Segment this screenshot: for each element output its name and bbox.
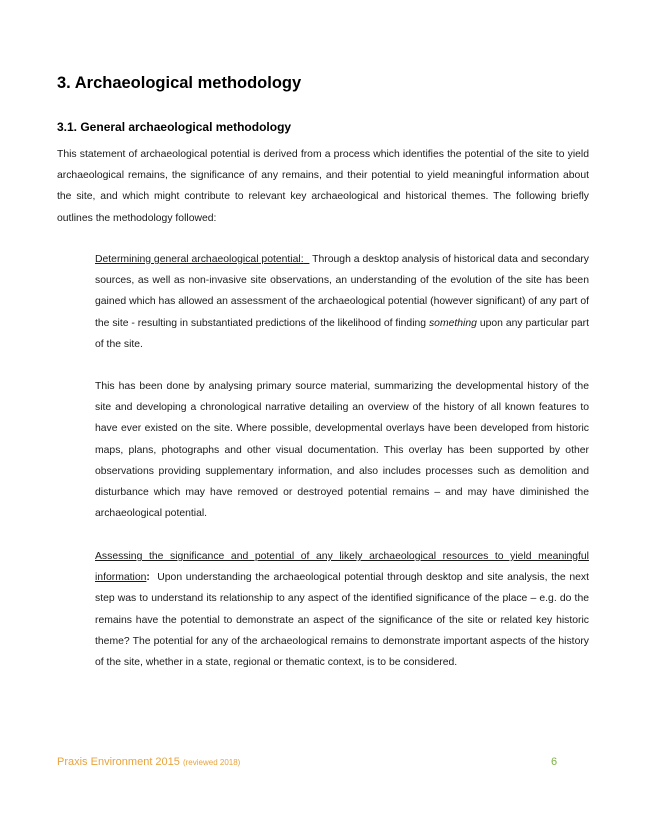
footer-org-name: Praxis Environment 2015 [57,756,180,768]
significance-label: Assessing the significance and potential of any likely archaeological resources to yield meaningful information [95,551,589,584]
analysis-paragraph: This has been done by analysing primary source material, summarizing the developmental history of the site and developing a chronological narrative detailing an overview of the history of all known features to have ever existed on the site. Where possible, developmental overlays have been developed from historic maps, plans, photographs and other visual documentation. This overlay has been supported by other observations providing supplementary information, and also includes processes such as demolition and disturbance which may have removed or destroyed potential remains – and may have diminished the archaeological potential. [95,381,589,520]
section-heading: 3. Archaeological methodology [57,74,302,92]
potential-text: Through a desktop analysis of historical data and secondary sources, as well as non-invasive site observations, an understanding of the evolution of the site has been gained which has allowed an assessment of the archaeological potential (however significant) of any part of the site - resulting in substantiated predictions of the likelihood of finding [95,254,590,329]
significance-paragraph [95,546,589,673]
potential-emphasis: something [428,317,477,329]
significance-colon: : [146,572,150,584]
potential-text-end: upon any particular part of the site. [95,317,590,350]
potential-label: Determining general archaeological potential: [95,254,304,265]
footer-org [57,756,240,768]
page-number: 6 [551,756,558,768]
significance-text: Upon understanding the archaeological potential through desktop and site analysis, the next step was to understand its relationship to any aspect of the identified significance of the place – e.g. do the remains have the potential to demonstrate an aspect of the significance of the site or related key historic theme? The potential for any of the archaeological remains to demonstrate important aspects of the history of the site, whether in a state, regional or thematic context, is to be considered. [95,572,589,669]
subsection-heading: 3.1. General archaeological methodology [57,120,292,134]
intro-paragraph: This statement of archaeological potential is derived from a process which identifies the potential of the site to yield archaeological remains, the significance of any remains, and their potential to yield meaningful information about the site, and which might contribute to relevant key archaeological and historical themes. The following briefly outlines the methodology followed: [57,149,589,224]
potential-paragraph [95,249,589,355]
footer-reviewed: (reviewed 2018) [182,758,241,767]
